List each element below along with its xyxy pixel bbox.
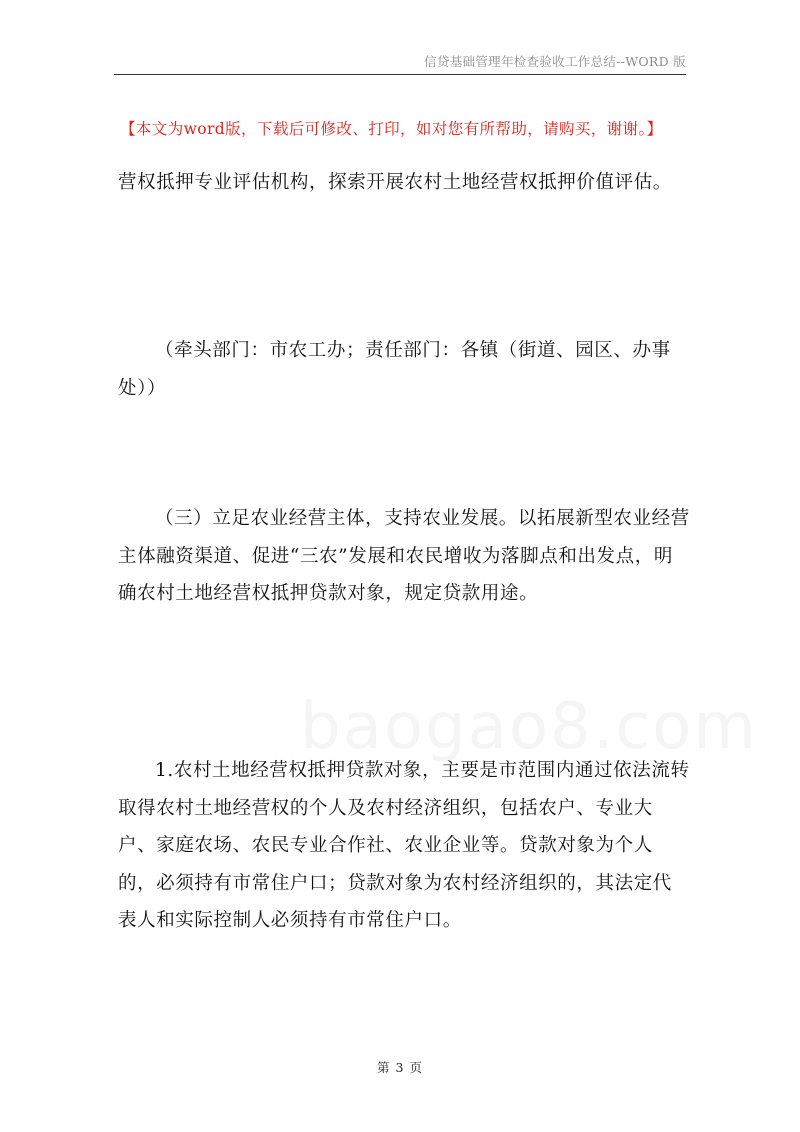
paragraph-continuation: 营权抵押专业评估机构，探索开展农村土地经营权抵押价值评估。 [118,172,672,193]
paragraph-section-three: （三）立足农业经营主体，支持农业发展。以拓展新型农业经营主体融资渠道、促进“三农”发展和农民增收为落脚点和出发点，明确农村土地经营权抵押贷款对象，规定贷款用途。 [118,508,690,604]
download-notice: 【本文为word版，下载后可修改、打印，如对您有所帮助，请购买，谢谢。】 [120,120,663,138]
page-number: 第 3 页 [377,1060,423,1075]
header-rule [114,74,686,75]
watermark: baogao8.com [300,690,758,764]
paragraph-loan-recipients: 1.农村土地经营权抵押贷款对象，主要是市范围内通过依法流转取得农村土地经营权的个人及农村经济组织，包括农户、专业大户、家庭农场、农民专业合作社、农业企业等。贷款对象为个人的，必须持有市常住户口；贷款对象为农村经济组织的，其法定代表人和实际控制人必须持有市常住户口。 [118,760,690,931]
running-header: 信贷基础管理年检查验收工作总结--WORD 版 [424,54,686,69]
paragraph-responsible-departments: （牵头部门：市农工办；责任部门：各镇（街道、园区、办事处）） [118,340,671,399]
